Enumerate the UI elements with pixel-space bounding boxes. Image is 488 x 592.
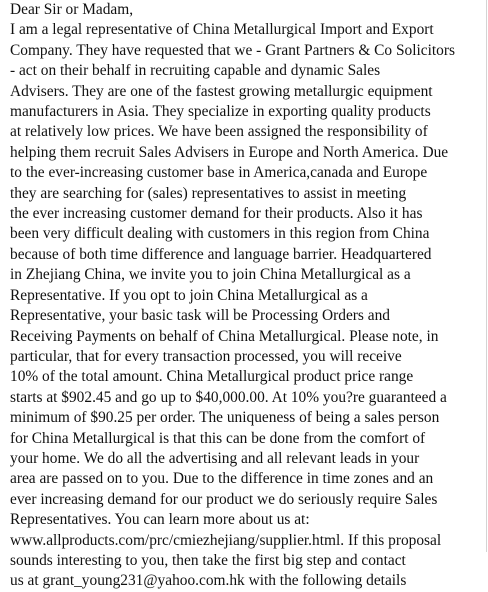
email-line: at relatively low prices. We have been assigned the responsibility of <box>10 123 428 141</box>
email-line: starts at $902.45 and go up to $40,000.00. At 10% you?re guaranteed a <box>10 388 447 406</box>
email-line: helping them recruit Sales Advisers in Europe and North America. Due <box>10 143 449 161</box>
email-line: been very difficult dealing with customers in this region from China <box>10 225 430 243</box>
email-line: Advisers. They are one of the fastest growing metallurgic equipment <box>10 82 433 100</box>
email-line: Representative. If you opt to join China Metallurgical as a <box>10 286 368 304</box>
email-line: the ever increasing customer demand for their products. Also it has <box>10 205 423 223</box>
email-line: Dear Sir or Madam, <box>10 1 134 18</box>
email-line: in Zhejiang China, we invite you to join China Metallurgical as a <box>10 266 411 284</box>
email-line: Representative, your basic task will be Processing Orders and <box>10 307 390 325</box>
email-link-line[interactable]: www.allproducts.com/prc/cmiezhejiang/supplier.html. If this proposal <box>10 531 442 549</box>
email-line: manufacturers in Asia. They specialize in exporting quality products <box>10 103 431 121</box>
email-line: for China Metallurgical is that this can be done from the comfort of <box>10 429 426 447</box>
email-line: Company. They have requested that we - Grant Partners & Co Solicitors <box>10 41 455 59</box>
email-address-line[interactable]: us at grant_young231@yahoo.com.hk with the following details <box>10 572 407 590</box>
email-line: minimum of $90.25 per order. The uniqueness of being a sales person <box>10 409 440 427</box>
email-body <box>10 0 480 590</box>
window-edge-divider <box>486 0 487 552</box>
email-line: ever increasing demand for our product we do seriously require Sales <box>10 490 438 508</box>
email-line: to the ever-increasing customer base in America,canada and Europe <box>10 164 428 182</box>
email-line: particular, that for every transaction processed, you will receive <box>10 347 402 365</box>
email-line: 10% of the total amount. China Metallurgical product price range <box>10 368 414 386</box>
email-line: sounds interesting to you, then take the first big step and contact <box>10 551 406 569</box>
email-line: Receiving Payments on behalf of China Metallurgical. Please note, in <box>10 327 439 345</box>
email-line: because of both time difference and language barrier. Headquartered <box>10 245 432 263</box>
email-line: they are searching for (sales) representatives to assist in meeting <box>10 184 407 202</box>
email-line: I am a legal representative of China Metallurgical Import and Export <box>10 21 434 39</box>
email-line: your home. We do all the advertising and all relevant leads in your <box>10 449 420 467</box>
email-line: - act on their behalf in recruiting capable and dynamic Sales <box>10 62 381 80</box>
email-line: Representatives. You can learn more about us at: <box>10 511 310 529</box>
email-line: area are passed on to you. Due to the difference in time zones and an <box>10 470 434 488</box>
